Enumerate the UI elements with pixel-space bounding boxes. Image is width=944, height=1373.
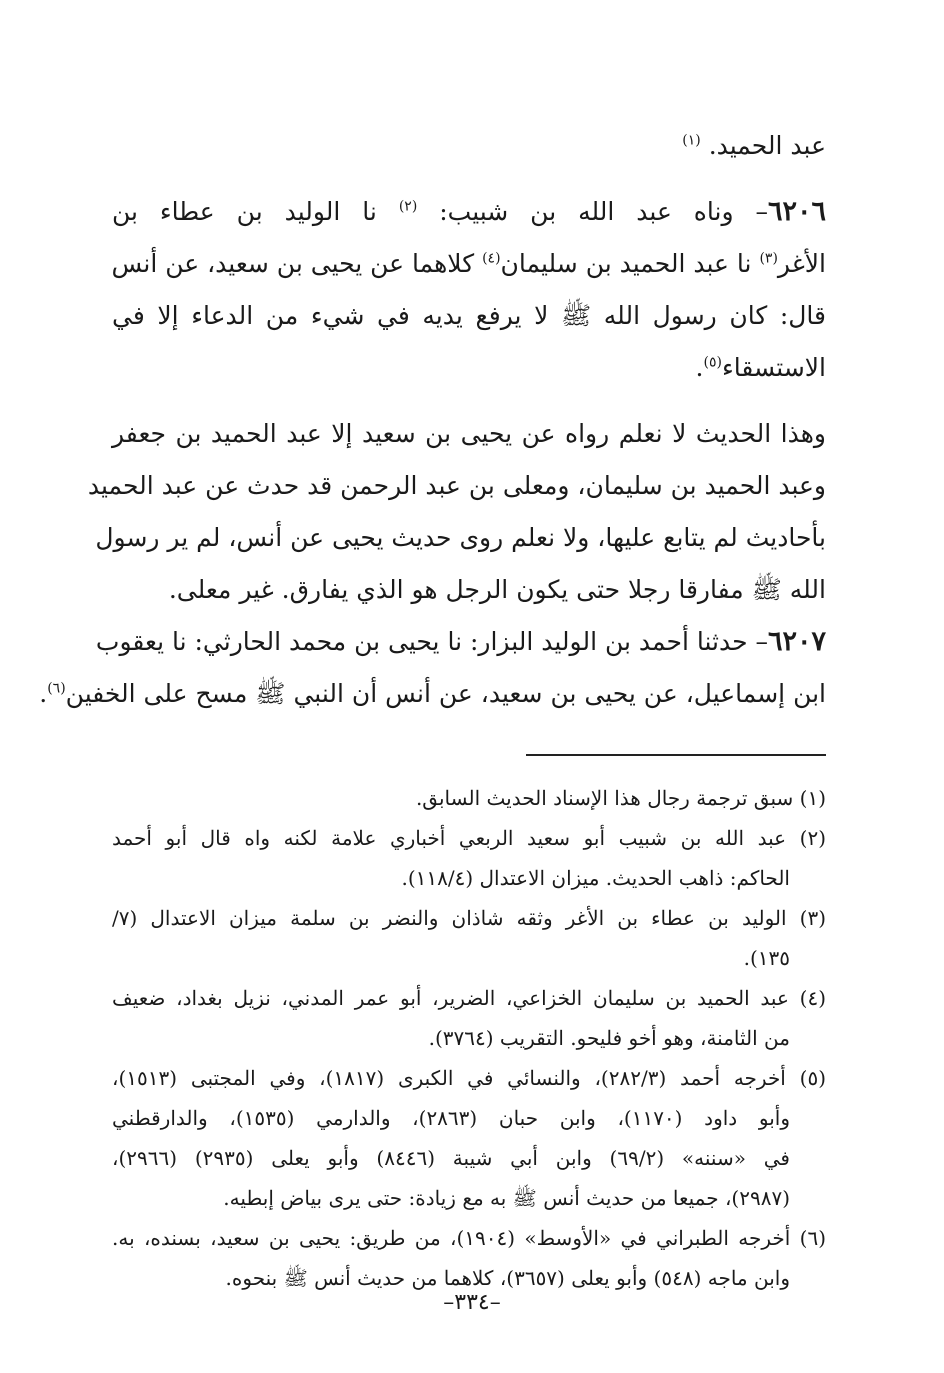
page-number: –٣٣٤– bbox=[443, 1290, 501, 1315]
footnote-line: (١) سبق ترجمة رجال هذا الإسناد الحديث السابق. bbox=[415, 786, 826, 810]
footnote-line: (٣) الوليد بن عطاء بن الأغر وثقه شاذان والنضر بن سلمة ميزان الاعتدال (٧/ bbox=[112, 906, 826, 930]
footnote-line: (٥) أخرجه أحمد (٢٨٢/٣)، والنسائي في الكبرى (١٨١٧)، وفي المجتبى (١٥١٣)، bbox=[112, 1066, 827, 1090]
text-line: قال: كان رسول الله ﷺ لا يرفع يديه في شيء من الدعاء إلا في bbox=[112, 301, 826, 330]
footnote-ref: (٥) bbox=[703, 354, 722, 371]
text-line: الاستسقاء$^{(٥)}$. bbox=[695, 353, 826, 382]
footnotes bbox=[112, 778, 826, 1298]
footnote-line: (٢٩٨٧)، جميعا من حديث أنس ﷺ به مع زيادة: حتى يرى بياض إبطيه. bbox=[223, 1186, 790, 1210]
footnote-ref: (٣) bbox=[759, 250, 778, 267]
footnote-line: وابن ماجه (٥٤٨) وأبو يعلى (٣٦٥٧)، كلاهما من حديث أنس ﷺ بنحوه. bbox=[225, 1266, 790, 1290]
footnote-line: الحاكم: ذاهب الحديث. ميزان الاعتدال (١١٨/٤). bbox=[401, 866, 790, 890]
footnote-ref: (٦) bbox=[47, 680, 66, 697]
footnote-ref: (٢) bbox=[398, 198, 418, 215]
text-line: وهذا الحديث لا نعلم رواه عن يحيى بن سعيد إلا عبد الحميد بن جعفر bbox=[112, 419, 826, 448]
footnote-line: (٦) أخرجه الطبراني في «الأوسط» (١٩٠٤)، من طريق: يحيى بن سعيد، بسنده، به. bbox=[112, 1226, 826, 1250]
footnote-ref: (٤) bbox=[482, 250, 501, 267]
footnote-line: ١٣٥). bbox=[743, 946, 790, 970]
hadith-6207-line: ٦٢٠٧– حدثنا أحمد بن الوليد البزار: نا يحيى بن محمد الحارثي: نا يعقوب bbox=[95, 626, 826, 657]
footnote-line: من الثامنة، وهو أخو فليحو. التقريب (٣٧٦٤). bbox=[428, 1026, 790, 1050]
text-line: ابن إسماعيل، عن يحيى بن سعيد، عن أنس أن النبي ﷺ مسح على الخفين$^{(٦)}$. bbox=[39, 679, 826, 708]
hadith-number: ٦٢٠٧ bbox=[767, 626, 826, 657]
text-line: بأحاديث لم يتابع عليها، ولا نعلم روى حديث يحيى عن أنس، لم ير رسول bbox=[95, 523, 826, 552]
footnote-ref: (١) bbox=[682, 132, 701, 149]
footnote-line: وأبو داود (١١٧٠)، وابن حبان (٢٨٦٣)، والدارمي (١٥٣٥)، والدارقطني bbox=[112, 1106, 790, 1130]
text-line: الأغر$^{(٣)}$ نا عبد الحميد بن سليمان$^{(٤)}$ كلاهما عن يحيى بن سعيد، عن أنس bbox=[111, 249, 826, 278]
footnote-line: في «سننه» (٦٩/٢) وابن أبي شيبة (٨٤٤٦) وأبو يعلى (٢٩٣٥) (٢٩٦٦)، bbox=[112, 1146, 790, 1170]
footnote-divider bbox=[526, 754, 826, 756]
text-line: عبد الحميد. $^{(١)}$ bbox=[682, 131, 826, 160]
text-line: وعبد الحميد بن سليمان، ومعلى بن عبد الرحمن قد حدث عن عبد الحميد bbox=[87, 471, 826, 500]
text-line: الله ﷺ مفارقا رجلا حتى يكون الرجل هو الذي يفارق. غير معلى. bbox=[168, 575, 826, 604]
main-text bbox=[39, 120, 826, 720]
hadith-number: ٦٢٠٦ bbox=[767, 196, 826, 227]
footnote-line: (٤) عبد الحميد بن سليمان الخزاعي، الضرير، أبو عمر المدني، نزيل بغداد، ضعيف bbox=[112, 986, 826, 1010]
page-body bbox=[39, 120, 827, 1298]
hadith-6206-line: ٦٢٠٦– وناه عبد الله بن شبيب: $^{(٢)}$ نا الوليد بن عطاء بن bbox=[112, 196, 826, 227]
footnote-line: (٢) عبد الله بن شبيب أبو سعيد الربعي أخباري علامة لكنه واه قال أبو أحمد bbox=[112, 826, 826, 850]
